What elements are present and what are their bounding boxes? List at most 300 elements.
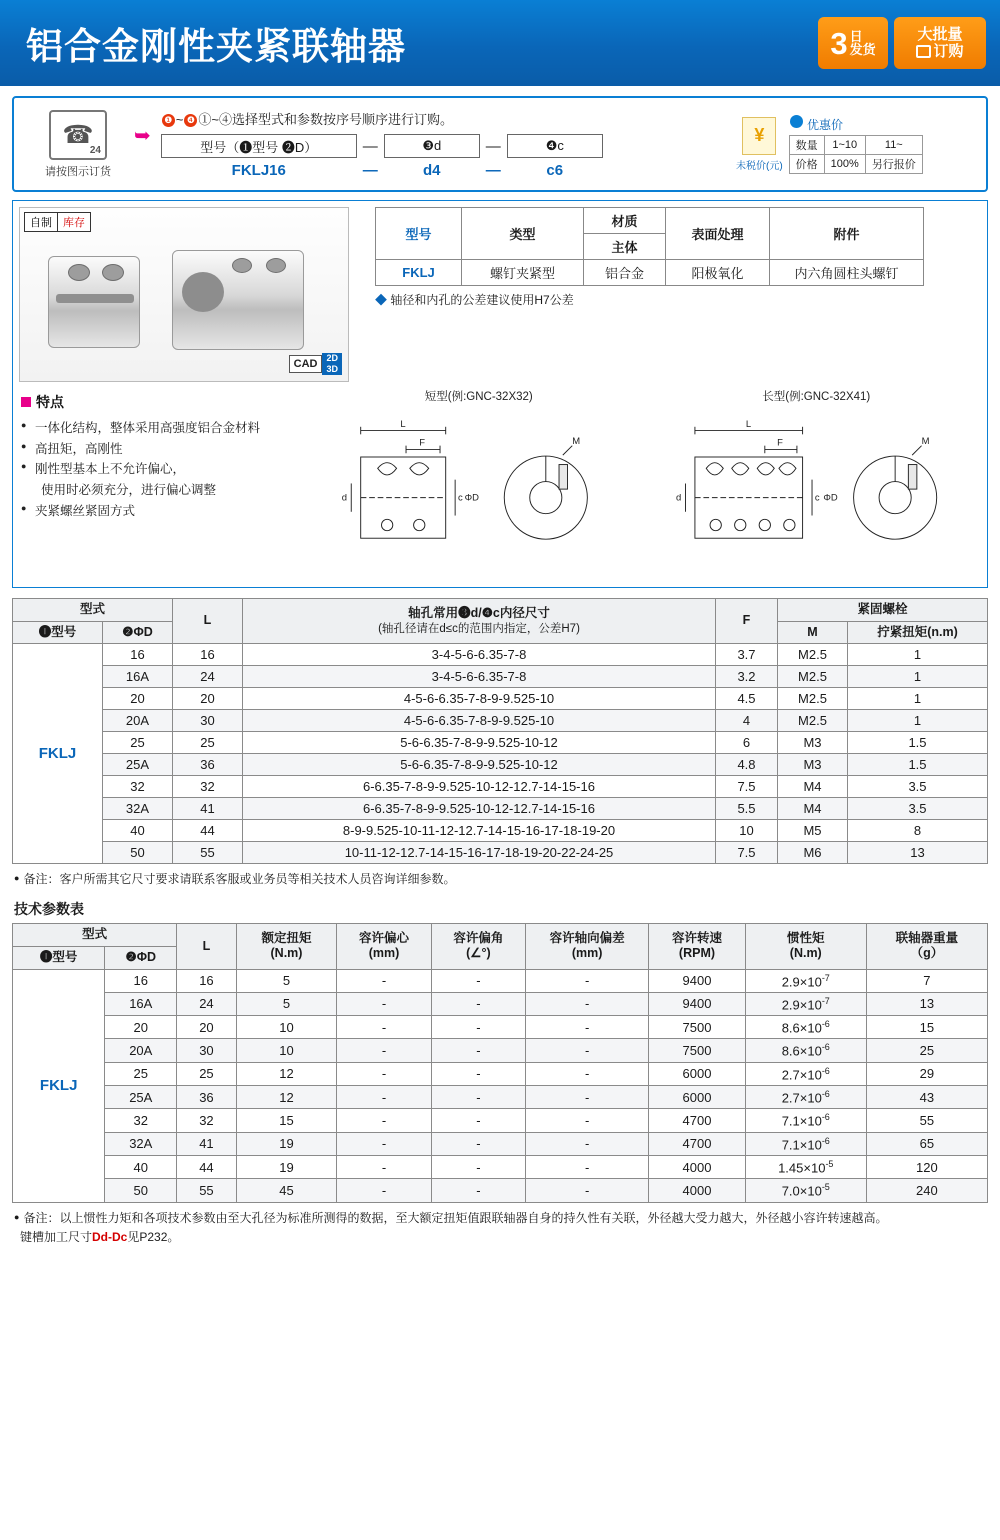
- cell-ang: -: [431, 1062, 525, 1085]
- table-header-row: [13, 924, 988, 947]
- list-item: 使用时必须充分，进行偏心调整: [41, 482, 217, 497]
- cell-l: 55: [173, 842, 243, 864]
- cell-d: 20: [105, 1016, 177, 1039]
- cell-d: 32: [105, 1109, 177, 1132]
- cell-weight: 13: [866, 992, 987, 1015]
- cell-bores: 5-6-6.35-7-8-9-9.525-10-12: [243, 732, 716, 754]
- cell-inertia-base: 1.45×10: [778, 1160, 826, 1176]
- th-rated-torque: [236, 924, 337, 969]
- cad-2d-label: 2D: [322, 353, 342, 364]
- cell-m: M3: [778, 754, 848, 776]
- cell-inertia-exp: -6: [821, 1042, 830, 1053]
- cell-inertia-base: 2.9×10: [781, 997, 822, 1013]
- dimension-table-head: [13, 599, 988, 644]
- cell-axial: -: [526, 1156, 649, 1179]
- order-instruction-bar: [12, 96, 988, 192]
- cell-inertia-base: 2.7×10: [781, 1067, 822, 1083]
- table-row: [13, 776, 988, 798]
- cell-torque: 1: [848, 688, 988, 710]
- svg-text:L: L: [400, 418, 406, 430]
- cell-axial: -: [526, 1062, 649, 1085]
- th-type-d: ❷ΦD: [105, 946, 177, 969]
- cell-ang: -: [431, 992, 525, 1015]
- cell-m: M3: [778, 732, 848, 754]
- cell-ang: -: [431, 1132, 525, 1155]
- cell-bores: 3-4-5-6-6.35-7-8: [243, 666, 716, 688]
- cell-d: 50: [103, 842, 173, 864]
- price-row-qty-head: 数量: [789, 135, 824, 154]
- cell-rated-torque: 19: [236, 1156, 337, 1179]
- table-row: [13, 732, 988, 754]
- table-row: [13, 798, 988, 820]
- cell-axial: -: [526, 969, 649, 992]
- cell-f: 3.7: [716, 644, 778, 666]
- page-title: 铝合金刚性夹紧联轴器: [26, 26, 406, 67]
- cell-l: 25: [177, 1062, 237, 1085]
- th-ang-l1: 容许偏角: [453, 930, 504, 945]
- th-speed-l1: 容许转速: [671, 930, 722, 945]
- cell-d: 32: [103, 776, 173, 798]
- cell-rpm: 7500: [649, 1016, 745, 1039]
- cell-l: 24: [173, 666, 243, 688]
- svg-text:ΦD: ΦD: [822, 492, 838, 504]
- cell-rated-torque: 5: [236, 969, 337, 992]
- th-axial-l1: 容许轴向偏差: [549, 930, 625, 945]
- table-row: [13, 820, 988, 842]
- cell-rpm: 4000: [649, 1156, 745, 1179]
- drawing-long-svg: [652, 406, 982, 576]
- cell-inertia: [745, 1086, 866, 1109]
- cell-l: 36: [177, 1086, 237, 1109]
- cell-f: 7.5: [716, 842, 778, 864]
- cell-rpm: 9400: [649, 969, 745, 992]
- svg-text:ΦD: ΦD: [464, 492, 479, 504]
- cell-weight: 55: [866, 1109, 987, 1132]
- cell-ang: -: [431, 1016, 525, 1039]
- table-row: [13, 1109, 988, 1132]
- th-axial-l2: (mm): [571, 946, 603, 961]
- cell-ecc: -: [337, 1086, 431, 1109]
- yen-icon: [742, 117, 776, 155]
- badge-bulk-line2: 订购: [933, 43, 964, 60]
- cell-rated-torque: 10: [236, 1016, 337, 1039]
- footnote-prefix: 键槽加工尺寸: [20, 1229, 93, 1244]
- order-instruction-label: ①~④选择型式和参数按序号顺序进行订购。: [198, 112, 453, 127]
- th-type-d: ❷ΦD: [103, 621, 173, 644]
- th-l: L: [173, 599, 243, 644]
- product-photo: [19, 207, 349, 382]
- th-l: L: [177, 924, 237, 969]
- order-values-row: [161, 162, 736, 179]
- bullet-icon: [790, 115, 803, 128]
- tax-note: 未税价(元): [736, 160, 783, 172]
- cell-d: 40: [105, 1156, 177, 1179]
- cell-bores: 3-4-5-6-6.35-7-8: [243, 644, 716, 666]
- table-row: [13, 1086, 988, 1109]
- cell-inertia-base: 8.6×10: [781, 1043, 822, 1059]
- footnote-code: Dd-Dc: [92, 1229, 128, 1244]
- th-weight: [866, 924, 987, 969]
- order-value-dash-1: —: [362, 162, 378, 179]
- cell-m: M2.5: [778, 644, 848, 666]
- order-model-row: [161, 134, 736, 158]
- cell-d: 25: [105, 1062, 177, 1085]
- th-bolt-group: 紧固螺栓: [778, 599, 988, 622]
- price-row-price-c1: 100%: [824, 154, 865, 173]
- cell-inertia-exp: -6: [821, 1112, 830, 1123]
- svg-text:M: M: [921, 435, 929, 447]
- diamond-icon: ◆: [375, 293, 388, 307]
- badge-bulk-order: [894, 17, 986, 69]
- coupling-photo-short-screw-1: [68, 264, 90, 281]
- table-row: [13, 1062, 988, 1085]
- th-f: F: [716, 599, 778, 644]
- cell-d: 32A: [105, 1132, 177, 1155]
- arrow-icon: ➥: [134, 124, 151, 147]
- cad-label: CAD: [289, 355, 323, 373]
- cell-bores: 4-5-6-6.35-7-8-9-9.525-10: [243, 710, 716, 732]
- cell-ecc: -: [337, 992, 431, 1015]
- price-title-row: [789, 115, 923, 133]
- svg-text:L: L: [745, 418, 751, 430]
- cell-d: 16: [105, 969, 177, 992]
- order-instruction-text: ❶ ~ ❹ ①~④选择型式和参数按序号顺序进行订购。: [161, 109, 736, 128]
- svg-text:F: F: [776, 437, 783, 449]
- cell-torque: 1: [848, 666, 988, 688]
- table-row: [13, 666, 988, 688]
- price-row-qty-c2: 11~: [865, 135, 922, 154]
- cell-inertia: [745, 1039, 866, 1062]
- cell-m: M5: [778, 820, 848, 842]
- cell-d: 20: [103, 688, 173, 710]
- cell-weight: 29: [866, 1062, 987, 1085]
- th-weight-l1: 联轴器重量: [895, 930, 959, 945]
- cell-inertia-base: 2.9×10: [781, 973, 822, 989]
- order-dash-1: —: [362, 137, 378, 155]
- cell-torque: 8: [848, 820, 988, 842]
- tech-table-head: [13, 924, 988, 969]
- order-field-d[interactable]: ❸d: [384, 134, 480, 158]
- cell-rpm: 7500: [649, 1039, 745, 1062]
- svg-text:d: d: [675, 492, 681, 504]
- th-bore: [243, 599, 716, 644]
- table-row: [13, 969, 988, 992]
- cell-rated-torque: 12: [236, 1062, 337, 1085]
- cell-d: 20A: [103, 710, 173, 732]
- cell-inertia: [745, 992, 866, 1015]
- spec-note-row: [375, 291, 924, 308]
- order-phone-block: [14, 110, 134, 179]
- drawing-short-title: 短型(例:GNC-32X32): [424, 391, 533, 403]
- cell-ecc: -: [337, 1039, 431, 1062]
- order-value-d: d4: [423, 162, 441, 179]
- th-m: M: [778, 621, 848, 644]
- product-panel: [12, 200, 988, 588]
- table-row: [13, 710, 988, 732]
- badge-3day-line2: 发货: [849, 42, 876, 57]
- footnote-suffix: 见P232。: [127, 1229, 180, 1244]
- cell-weight: 120: [866, 1156, 987, 1179]
- spec-table-wrap: [349, 207, 924, 382]
- cad-badge[interactable]: [289, 353, 342, 375]
- cell-m: M6: [778, 842, 848, 864]
- coupling-photo-long-screw-1: [232, 258, 252, 273]
- technical-drawings: [314, 388, 981, 581]
- cell-l: 24: [177, 992, 237, 1015]
- cell-rpm: 9400: [649, 992, 745, 1015]
- cell-bores: 6-6.35-7-8-9-9.525-10-12-12.7-14-15-16: [243, 776, 716, 798]
- badge-3day-line1: 日: [849, 29, 863, 44]
- cell-rated-torque: 15: [236, 1109, 337, 1132]
- cell-model-name: FKLJ: [13, 969, 105, 1202]
- cell-inertia-base: 2.7×10: [781, 1090, 822, 1106]
- price-row-qty-c1: 1~10: [824, 135, 865, 154]
- cell-l: 20: [177, 1016, 237, 1039]
- spec-header-accessory: 附件: [770, 208, 924, 260]
- cell-ecc: -: [337, 1179, 431, 1202]
- cell-inertia-exp: -6: [821, 1135, 830, 1146]
- price-table: [789, 135, 923, 174]
- coupling-photo-short-bore: [56, 294, 134, 303]
- cell-d: 50: [105, 1179, 177, 1202]
- cell-inertia-exp: -6: [821, 1019, 830, 1030]
- cell-l: 30: [177, 1039, 237, 1062]
- cell-axial: -: [526, 1109, 649, 1132]
- th-axial: [526, 924, 649, 969]
- cell-ang: -: [431, 1086, 525, 1109]
- th-bore-sub: (轴孔径请在d≤c的范围内指定，公差H7): [378, 622, 580, 635]
- cell-m: M2.5: [778, 688, 848, 710]
- price-row-price-c2: 另行报价: [865, 154, 922, 173]
- th-speed-l2: (RPM): [678, 946, 716, 961]
- cart-icon: [916, 45, 931, 58]
- cell-d: 20A: [105, 1039, 177, 1062]
- stock-tag-right: 库存: [57, 213, 90, 231]
- table-row: [13, 688, 988, 710]
- svg-text:M: M: [572, 435, 581, 447]
- th-rated-torque-l1: 额定扭矩: [261, 930, 312, 945]
- cell-m: M4: [778, 798, 848, 820]
- cell-ecc: -: [337, 969, 431, 992]
- cell-inertia: [745, 1132, 866, 1155]
- cell-d: 32A: [103, 798, 173, 820]
- table-row: [13, 1156, 988, 1179]
- th-type-group: 型式: [13, 924, 177, 947]
- th-speed: [649, 924, 745, 969]
- price-block: [736, 115, 986, 174]
- order-value-dash-2: —: [485, 162, 501, 179]
- cell-rpm: 6000: [649, 1062, 745, 1085]
- th-rated-torque-l2: (N.m): [270, 946, 303, 961]
- cell-rated-torque: 10: [236, 1039, 337, 1062]
- phone-24h-icon: ☎ 24: [49, 110, 107, 160]
- order-value-model: FKLJ16: [231, 162, 286, 179]
- cell-inertia-base: 8.6×10: [781, 1020, 822, 1036]
- cell-torque: 3.5: [848, 798, 988, 820]
- cell-rated-torque: 5: [236, 992, 337, 1015]
- cell-rpm: 4700: [649, 1132, 745, 1155]
- cell-inertia: [745, 969, 866, 992]
- cell-ecc: -: [337, 1109, 431, 1132]
- spec-header-model: 型号: [376, 208, 462, 260]
- cell-d: 25A: [105, 1086, 177, 1109]
- tech-table-footnote: [20, 1228, 1000, 1245]
- header-badges: [818, 17, 986, 69]
- drawing-long-type: [652, 388, 982, 581]
- th-ecc-l1: 容许偏心: [358, 930, 409, 945]
- cell-l: 41: [177, 1132, 237, 1155]
- cell-rated-torque: 45: [236, 1179, 337, 1202]
- th-weight-l2: （g）: [910, 946, 944, 961]
- cell-l: 16: [173, 644, 243, 666]
- yen-symbol: ¥: [754, 125, 765, 145]
- cell-f: 4.5: [716, 688, 778, 710]
- cell-axial: -: [526, 1132, 649, 1155]
- cell-d: 16: [103, 644, 173, 666]
- cell-ang: -: [431, 1109, 525, 1132]
- cell-inertia-base: 7.1×10: [781, 1113, 822, 1129]
- th-type-no: ❶型号: [13, 946, 105, 969]
- order-field-c[interactable]: ❹c: [507, 134, 603, 158]
- features-title: 特点: [21, 392, 310, 412]
- cell-inertia: [745, 1179, 866, 1202]
- spec-value-material: 铝合金: [584, 260, 666, 286]
- cell-inertia-exp: -7: [821, 972, 830, 983]
- cell-m: M2.5: [778, 710, 848, 732]
- spec-value-accessory: 内六角圆柱头螺钉: [770, 260, 924, 286]
- cell-torque: 1.5: [848, 732, 988, 754]
- th-angle: [431, 924, 525, 969]
- cell-torque: 1.5: [848, 754, 988, 776]
- table-row: [13, 1132, 988, 1155]
- badge-bulk-line1: 大批量: [917, 25, 963, 43]
- cell-l: 55: [177, 1179, 237, 1202]
- order-fields: [155, 109, 736, 179]
- page-header: [0, 0, 1000, 86]
- stock-tag: [24, 212, 91, 232]
- table-row: [13, 842, 988, 864]
- cell-rated-torque: 19: [236, 1132, 337, 1155]
- cell-inertia-exp: -6: [821, 1089, 830, 1100]
- cell-torque: 1: [848, 644, 988, 666]
- table-row: [13, 754, 988, 776]
- cell-d: 40: [103, 820, 173, 842]
- cell-l: 25: [173, 732, 243, 754]
- cell-weight: 7: [866, 969, 987, 992]
- spec-table-data-row: [376, 260, 924, 286]
- cell-inertia-exp: -6: [821, 1065, 830, 1076]
- cell-l: 36: [173, 754, 243, 776]
- cell-f: 6: [716, 732, 778, 754]
- spec-table: [375, 207, 924, 286]
- cell-l: 44: [177, 1156, 237, 1179]
- cell-inertia: [745, 1062, 866, 1085]
- svg-text:F: F: [419, 437, 426, 449]
- cell-axial: -: [526, 1039, 649, 1062]
- cell-model-name: FKLJ: [13, 644, 103, 864]
- price-title: 优惠价: [807, 117, 844, 132]
- spec-header-surface: 表面处理: [666, 208, 770, 260]
- cell-d: 25A: [103, 754, 173, 776]
- table-header-row: [13, 599, 988, 622]
- cell-ang: -: [431, 1156, 525, 1179]
- cell-torque: 3.5: [848, 776, 988, 798]
- cell-bores: 10-11-12-12.7-14-15-16-17-18-19-20-22-24-25: [243, 842, 716, 864]
- cell-inertia-exp: -5: [825, 1159, 834, 1170]
- table-row: [13, 644, 988, 666]
- cell-ang: -: [431, 969, 525, 992]
- coupling-photo-long-bore: [182, 272, 224, 312]
- cell-inertia-base: 7.1×10: [781, 1137, 822, 1153]
- cell-l: 32: [173, 776, 243, 798]
- table-row: [13, 1039, 988, 1062]
- cell-m: M4: [778, 776, 848, 798]
- cell-f: 10: [716, 820, 778, 842]
- stock-tag-left: 自制: [30, 217, 52, 229]
- order-dash-2: —: [485, 137, 501, 155]
- table-row: [13, 1179, 988, 1202]
- cell-axial: -: [526, 1086, 649, 1109]
- cell-bores: 8-9-9.525-10-11-12-12.7-14-15-16-17-18-19-20: [243, 820, 716, 842]
- badge-3day-number: 3: [830, 25, 848, 61]
- cell-inertia-exp: -7: [821, 995, 830, 1006]
- drawing-short-svg: [314, 406, 644, 576]
- cell-weight: 15: [866, 1016, 987, 1039]
- list-item: ● 夹紧螺丝紧固方式: [21, 501, 310, 522]
- th-type-group: 型式: [13, 599, 173, 622]
- list-item: ● 高扭矩，高刚性: [21, 439, 310, 460]
- tech-table-body: [13, 969, 988, 1202]
- cell-ecc: -: [337, 1062, 431, 1085]
- cell-f: 3.2: [716, 666, 778, 688]
- cell-m: M2.5: [778, 666, 848, 688]
- cell-bores: 4-5-6-6.35-7-8-9-9.525-10: [243, 688, 716, 710]
- table-row: [13, 992, 988, 1015]
- cell-l: 32: [177, 1109, 237, 1132]
- cell-bores: 6-6.35-7-8-9-9.525-10-12-12.7-14-15-16: [243, 798, 716, 820]
- features-block: [19, 388, 314, 581]
- spec-header-material-body: 主体: [584, 234, 666, 260]
- coupling-photo-short-screw-2: [102, 264, 124, 281]
- list-item: ● 一体化结构，整体采用高强度铝合金材料: [21, 418, 310, 439]
- cell-torque: 1: [848, 710, 988, 732]
- price-row-qty: [789, 135, 922, 154]
- cell-f: 4.8: [716, 754, 778, 776]
- tech-table: [12, 923, 988, 1203]
- price-row-price: [789, 154, 922, 173]
- spec-header-type: 类型: [462, 208, 584, 260]
- panel-bottom: [19, 388, 981, 581]
- cell-inertia: [745, 1156, 866, 1179]
- cell-inertia: [745, 1109, 866, 1132]
- coupling-photo-long-screw-2: [266, 258, 286, 273]
- phone-caption: 请按图示订货: [45, 165, 111, 178]
- th-type-no: ❶型号: [13, 621, 103, 644]
- svg-text:d: d: [341, 492, 348, 504]
- spec-value-model: FKLJ: [376, 260, 462, 286]
- th-bore-title: 轴孔常用❸d/❹c内径尺寸: [408, 606, 550, 621]
- cell-f: 4: [716, 710, 778, 732]
- cell-axial: -: [526, 992, 649, 1015]
- features-list: [21, 418, 310, 521]
- order-value-c: c6: [546, 162, 564, 179]
- cell-bores: 5-6-6.35-7-8-9-9.525-10-12: [243, 754, 716, 776]
- spec-note-text: 轴径和内孔的公差建议使用H7公差: [390, 293, 574, 307]
- cell-d: 16A: [103, 666, 173, 688]
- drawing-short-type: [314, 388, 644, 581]
- order-field-model[interactable]: 型号（❶型号 ❷D）: [161, 134, 357, 158]
- cell-ang: -: [431, 1039, 525, 1062]
